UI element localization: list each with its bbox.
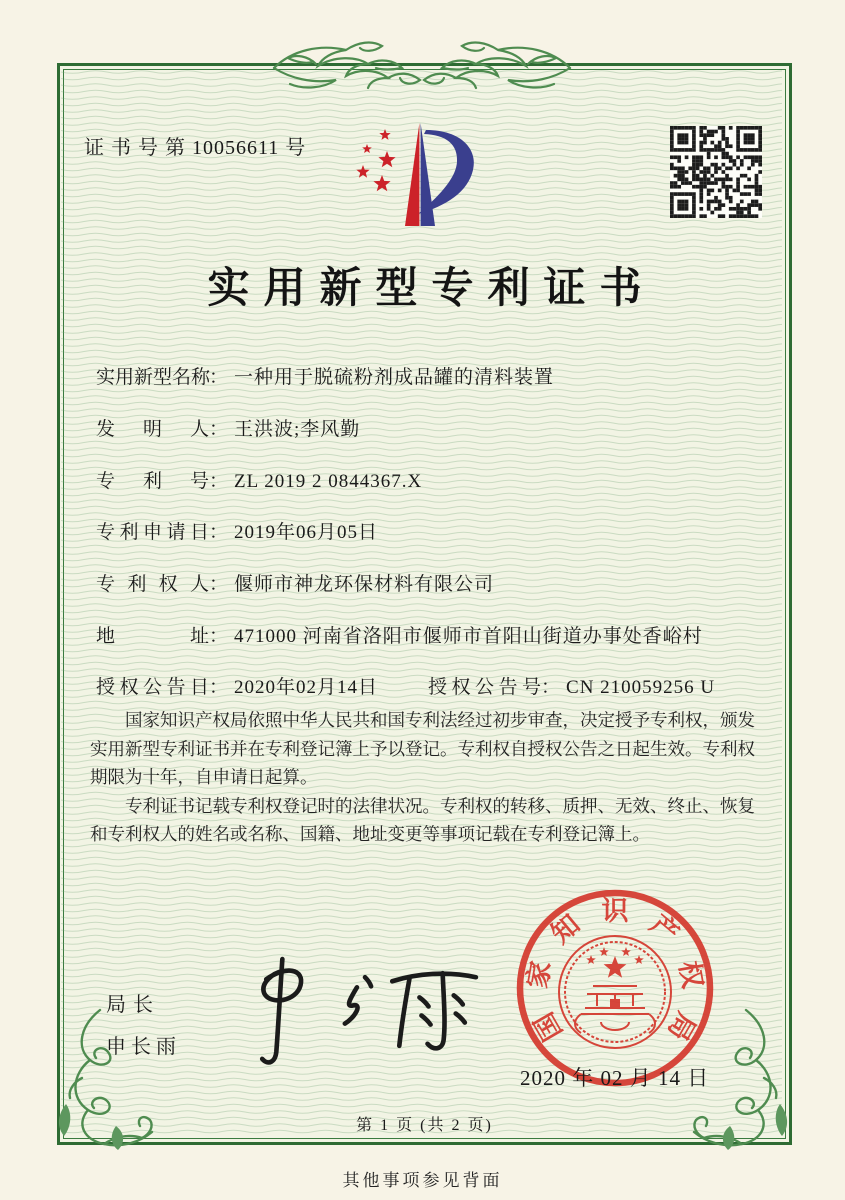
field-value: 2020年02月14日 xyxy=(234,677,379,698)
officer-signature-icon xyxy=(236,952,488,1070)
field-label: 授权公告日 ： xyxy=(96,672,228,699)
field-label: 实用新型名称 ： xyxy=(96,362,228,389)
field-grant-number xyxy=(428,672,715,699)
legal-paragraph-2: 专利证书记载专利权登记时的法律状况。专利权的转移、质押、无效、终止、恢复和专利权人的姓名或名称、国籍、地址变更等事项记载在专利登记簿上。 xyxy=(90,795,755,844)
top-border-ornament-icon xyxy=(272,38,572,96)
field-inventors xyxy=(96,414,360,441)
svg-text:局: 局 xyxy=(661,1007,702,1046)
field-value: 一种用于脱硫粉剂成品罐的清料装置 xyxy=(234,367,555,388)
svg-text:国: 国 xyxy=(528,1007,569,1046)
svg-text:识: 识 xyxy=(601,896,629,926)
cnipa-logo-icon xyxy=(354,120,486,230)
field-address xyxy=(96,621,703,648)
field-value: CN 210059256 U xyxy=(566,677,716,698)
field-label: 专利号 ： xyxy=(96,466,228,493)
field-utility-model-name xyxy=(96,362,554,389)
certificate-title: 实用新型专利证书 xyxy=(207,266,656,312)
field-label: 专利权人 ： xyxy=(96,569,228,596)
field-value: 471000 河南省洛阳市偃师市首阳山街道办事处香峪村 xyxy=(234,626,703,647)
field-label: 授权公告号 ： xyxy=(428,672,560,699)
field-filing-date xyxy=(96,517,378,544)
certificate-number: 证 书 号 第 10056611 号 xyxy=(84,137,307,159)
field-value: 偃师市神龙环保材料有限公司 xyxy=(234,574,495,595)
field-label: 专利申请日 ： xyxy=(96,517,228,544)
officer-title: 局长 xyxy=(106,994,160,1016)
page-indicator: 第 1 页 (共 2 页) xyxy=(356,1117,493,1134)
field-value: ZL 2019 2 0844367.X xyxy=(234,471,423,492)
field-patentee xyxy=(96,569,494,596)
legal-text xyxy=(90,706,766,849)
officer-name: 申长雨 xyxy=(106,1036,181,1058)
svg-text:知: 知 xyxy=(545,908,586,950)
field-value: 2019年06月05日 xyxy=(234,522,379,543)
svg-text:权: 权 xyxy=(673,958,708,991)
field-patent-number xyxy=(96,466,422,493)
svg-text:家: 家 xyxy=(522,958,557,991)
field-label: 发明人 ： xyxy=(96,414,228,441)
legal-paragraph-1: 国家知识产权局依照中华人民共和国专利法经过初步审查，决定授予专利权，颁发实用新型专利证书并在专利登记簿上予以登记。专利权自授权公告之日起生效。专利权期限为十年，自申请日起算。 xyxy=(90,710,755,787)
field-grant-row xyxy=(96,672,756,699)
back-note: 其他事项参见背面 xyxy=(342,1171,503,1190)
field-label: 地址 ： xyxy=(96,621,228,648)
svg-text:产: 产 xyxy=(644,908,685,950)
seal-date: 2020 年 02 月 14 日 xyxy=(520,1066,710,1090)
field-value: 王洪波;李风勤 xyxy=(234,419,361,440)
qr-code-icon xyxy=(670,126,762,218)
